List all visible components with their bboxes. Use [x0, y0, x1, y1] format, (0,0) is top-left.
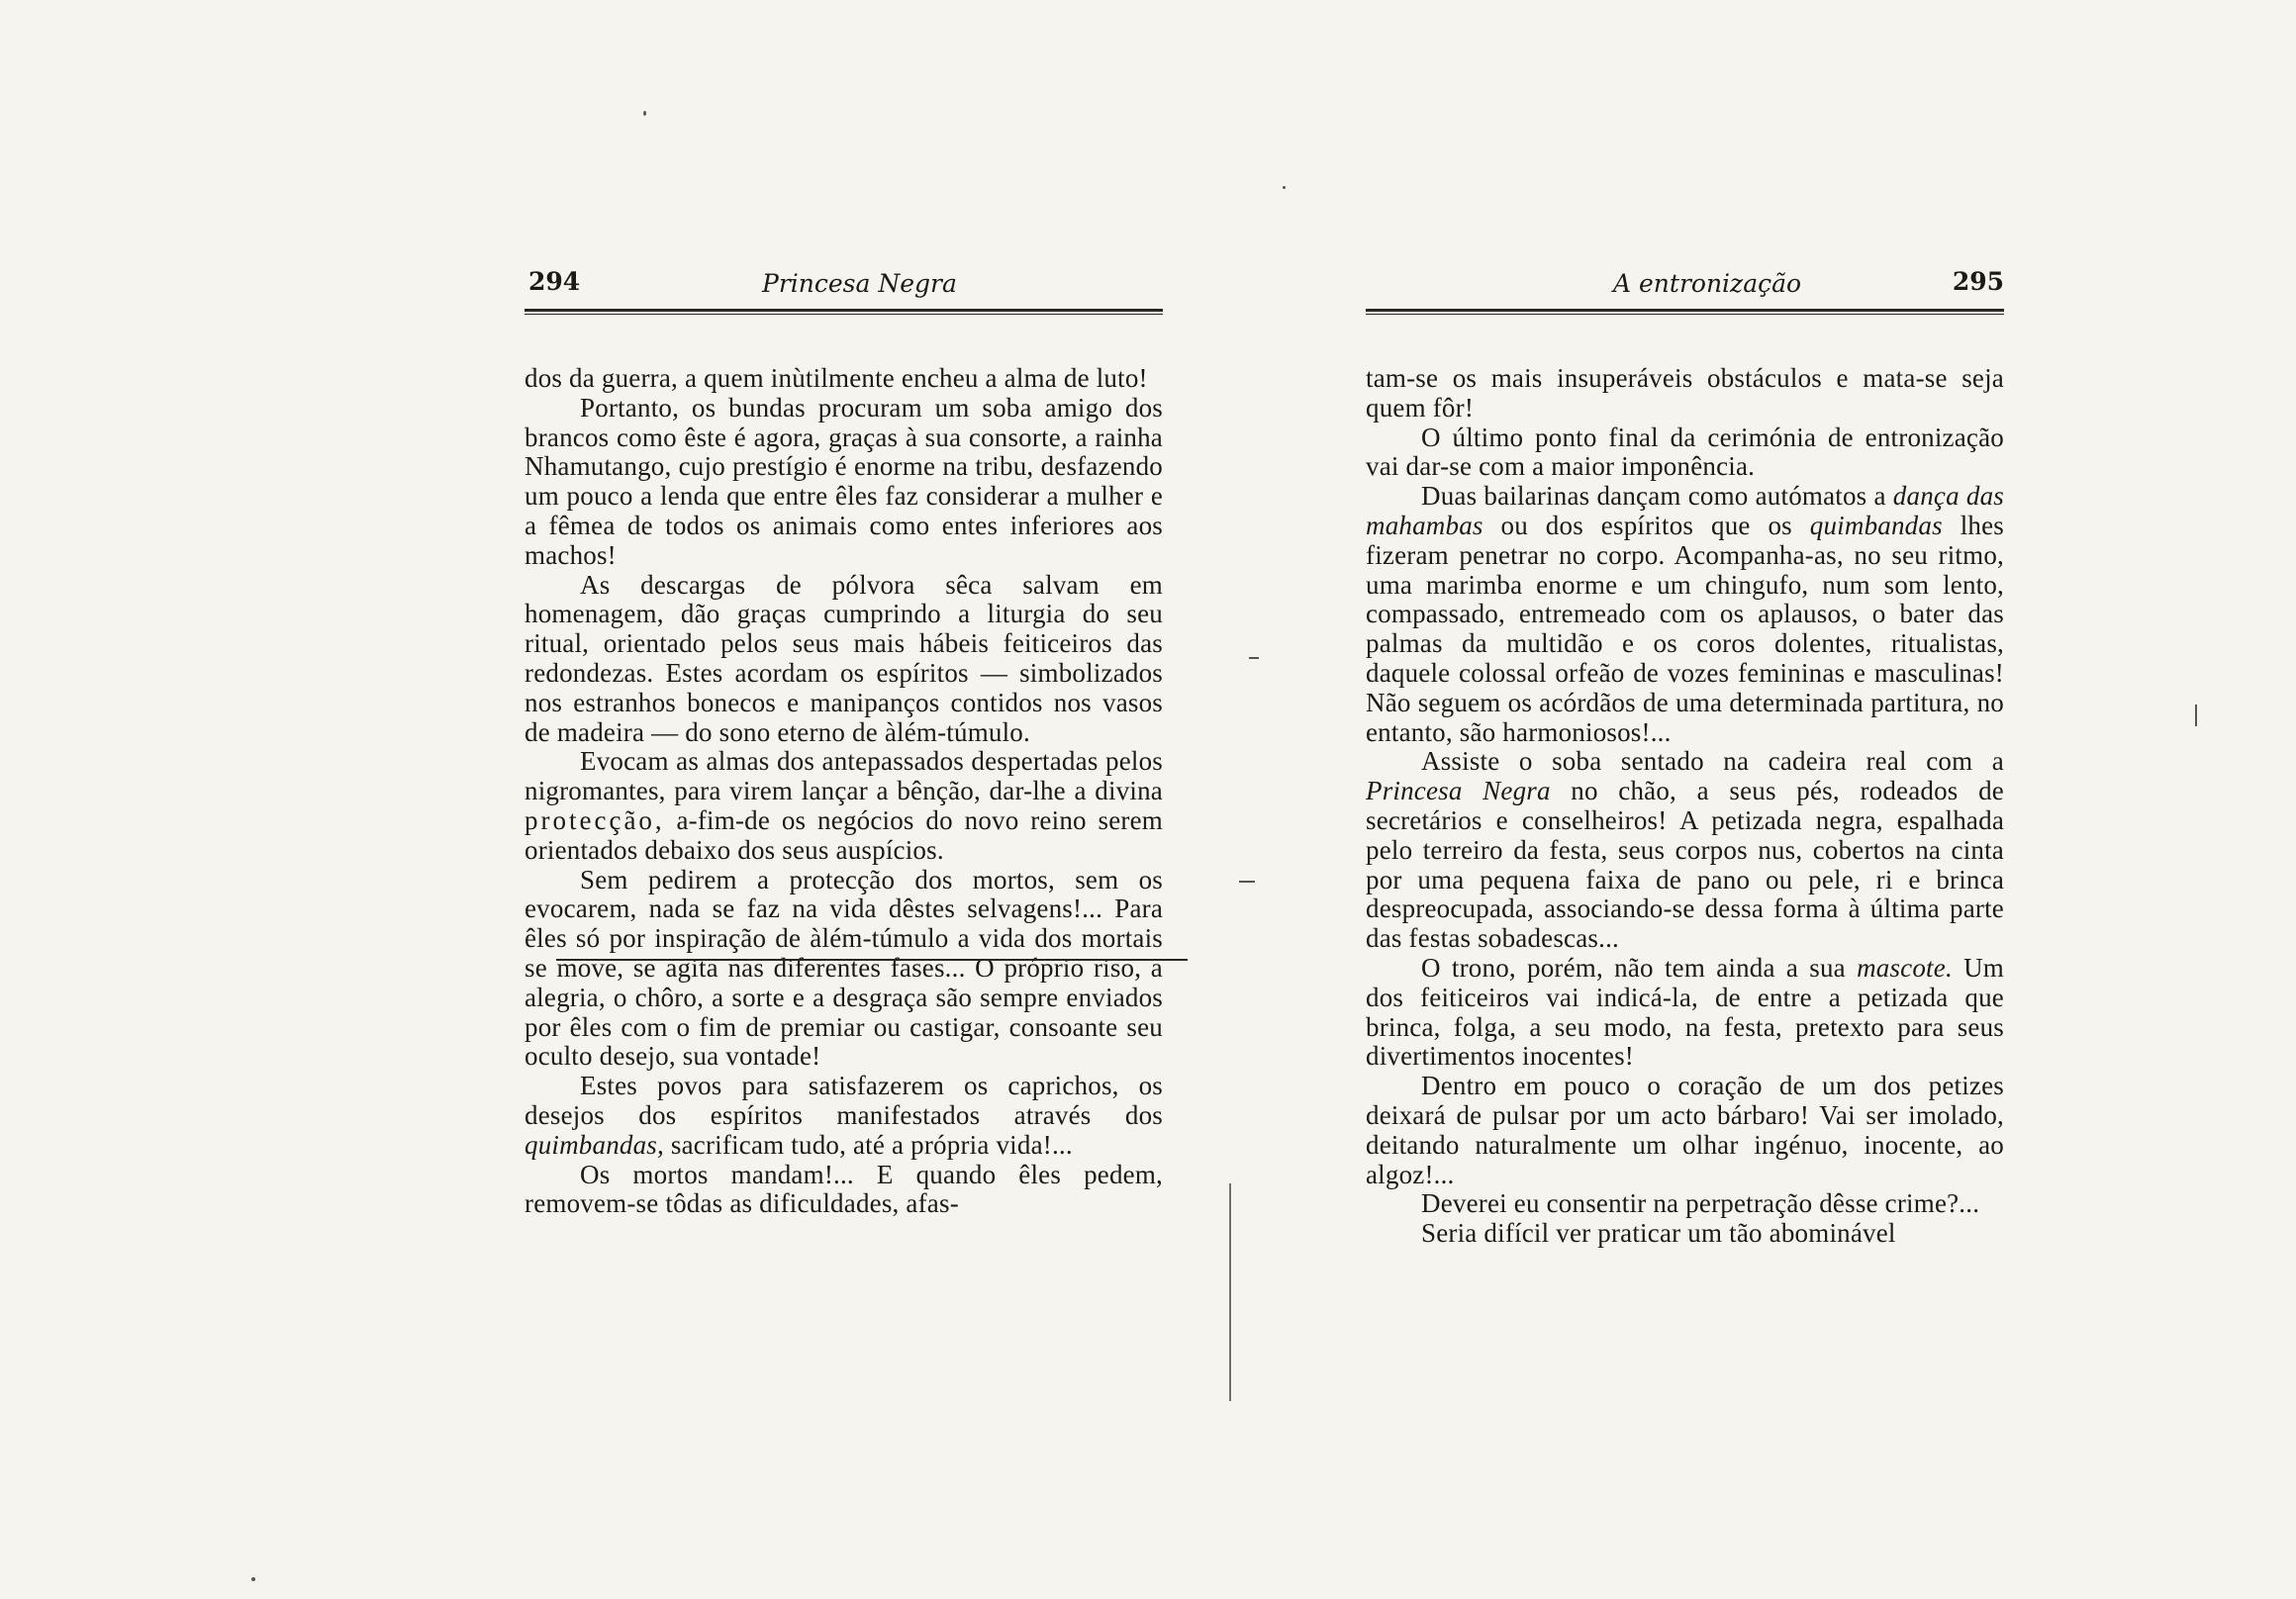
- italic-term: dança das mahambas: [1366, 481, 2004, 540]
- paragraph: dos da guerra, a quem inùtilmente encheu a alma de luto!: [525, 363, 1148, 393]
- paragraph: Seria difícil ver praticar um tão abominável: [1421, 1218, 1896, 1249]
- scan-speck: [1249, 657, 1259, 659]
- left-page-header: [525, 267, 1163, 309]
- scan-artifact-line: [556, 959, 1188, 961]
- left-page-body: [525, 364, 1163, 1219]
- running-title: A entronização: [1613, 269, 1802, 298]
- header-rule: [1366, 309, 2004, 315]
- paragraph: Evocam as almas dos antepassados despertadas pelos nigromantes, para virem lançar a bênção, dar-lhe a divina protecção, a-fim-de os negócios do novo reino serem orientados debaixo dos seus auspícios.: [525, 746, 1163, 865]
- page-number: 294: [528, 267, 581, 296]
- paragraph: O trono, porém, não tem ainda a sua mascote. Um dos feiticeiros vai indicá-la, de entre a petizada que brinca, folga, a seu modo, na festa, pretexto para seus divertimentos inocentes!: [1366, 952, 2004, 1072]
- right-page-body: [1366, 364, 2004, 1249]
- scan-speck: [2195, 705, 2197, 726]
- italic-term: quimbandas,: [525, 1129, 664, 1160]
- paragraph: Dentro em pouco o coração de um dos petizes deixará de pulsar por um acto bárbaro! Vai ser imolado, deitando naturalmente um olhar ingénuo, inocente, ao algoz!...: [1366, 1071, 2004, 1189]
- paragraph: As descargas de pólvora sêca salvam em homenagem, dão graças cumprindo a liturgia do seu ritual, orientado pelos seus mais hábeis feiticeiros das redondezas. Estes acordam os espíritos — simbolizados nos estranhos bonecos e manipanços contidos nos vasos de madeira — do sono eterno de àlém-túmulo.: [525, 569, 1163, 747]
- paragraph: Estes povos para satisfazerem os caprichos, os desejos dos espíritos manifestados através dos quimbandas, sacrificam tudo, até a própria vida!...: [525, 1071, 1163, 1160]
- gutter-mark: [1229, 1183, 1231, 1401]
- paragraph: Deverei eu consentir na perpetração dêsse crime?...: [1421, 1188, 1980, 1219]
- header-rule: [525, 309, 1163, 315]
- scan-speck: [643, 111, 646, 116]
- scan-speck: [1239, 881, 1255, 883]
- paragraph: Portanto, os bundas procuram um soba amigo dos brancos como êste é agora, graças à sua consorte, a rainha Nhamutango, cujo prestígio é enorme na tribu, desfazendo um pouco a lenda que entre êles faz considerar a mulher e a fêmea de todos os animais como entes inferiores aos machos!: [525, 392, 1163, 570]
- running-title: Princesa Negra: [762, 269, 957, 298]
- spaced-word: protecção,: [525, 804, 665, 835]
- scan-speck: [1283, 186, 1286, 189]
- left-page: [525, 267, 1163, 1219]
- right-page: [1366, 267, 2004, 1249]
- paragraph: O último ponto final da cerimónia de entronização vai dar-se com a maior imponência.: [1366, 422, 2004, 482]
- paragraph: Assiste o soba sentado na cadeira real com a Princesa Negra no chão, a seus pés, rodeados de secretários e conselheiros! A petizada negra, espalhada pelo terreiro da festa, seus corpos nus, cobertos na cinta por uma pequena faixa de pano ou pele, ri e brinca despreocupada, associando-se dessa forma à última parte das festas sobadescas...: [1366, 746, 2004, 954]
- italic-term: quimbandas: [1809, 510, 1943, 540]
- paragraph: Sem pedirem a protecção dos mortos, sem os evocarem, nada se faz na vida dêstes selvagens!... Para êles só por inspiração de àlém-túmulo a vida dos mortais se move, se agita nas diferentes fases... O próprio riso, a alegria, o chôro, a sorte e a desgraça são sempre enviados por êles com o fim de premiar ou castigar, consoante seu oculto desejo, sua vontade!: [525, 864, 1163, 1072]
- paragraph: tam-se os mais insuperáveis obstáculos e mata-se seja quem fôr!: [1366, 363, 2004, 423]
- italic-term: mascote.: [1857, 952, 1953, 983]
- scan-speck: [251, 1577, 255, 1581]
- page-number: 295: [1952, 267, 2004, 296]
- paragraph: Os mortos mandam!... E quando êles pedem, removem-se tôdas as dificuldades, afas-: [525, 1159, 1163, 1219]
- paragraph: Duas bailarinas dançam como autómatos a dança das mahambas ou dos espíritos que os quimbandas lhes fizeram penetrar no corpo. Acompanha-as, no seu ritmo, uma marimba enorme e um chingufo, num som lento, compassado, entremeado com os aplausos, o bater das palmas da multidão e os coros dolentes, ritualistas, daquele colossal orfeão de vozes femininas e masculinas! Não seguem os acórdãos de uma determinada partitura, no entanto, são harmoniosos!...: [1366, 481, 2004, 747]
- italic-term: Princesa Negra: [1366, 776, 1551, 806]
- right-page-header: [1366, 267, 2004, 309]
